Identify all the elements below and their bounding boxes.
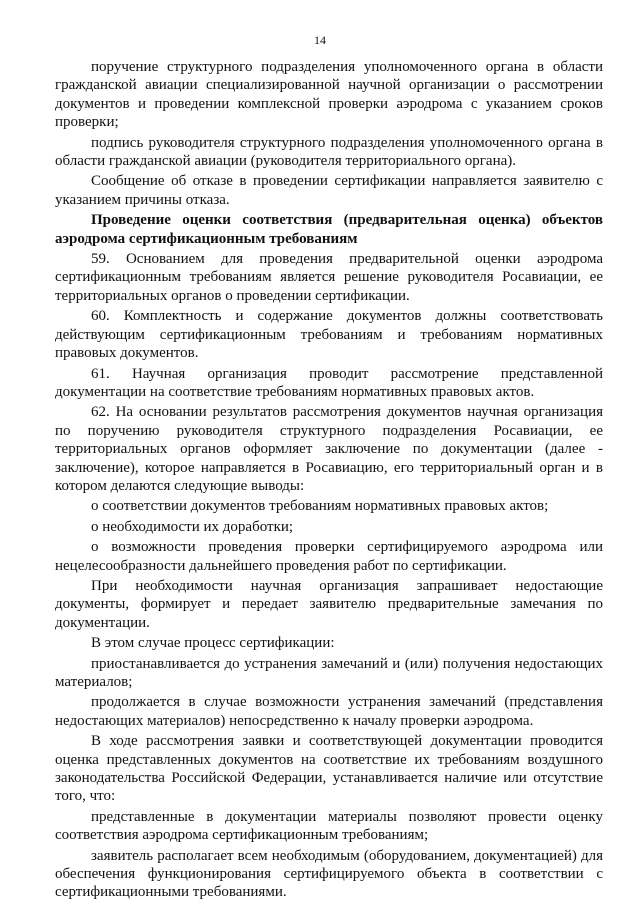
paragraph: 61. Научная организация проводит рассмотрение представленной документации на соответствие требованиям нормативных правовых актов. [55, 365, 603, 400]
list-item: о необходимости их доработки; [91, 518, 294, 535]
paragraph: подпись руководителя структурного подразделения уполномоченного органа в области гражданской авиации (руководителя территориального органа). [55, 134, 603, 170]
list-item: приостанавливается до устранения замечаний и (или) получения недостающих материалов; [55, 655, 603, 690]
list-item: представленные в документации материалы позволяют провести оценку соответствия аэродрома сертификационным требованиям; [55, 808, 603, 844]
list-item: продолжается в случае возможности устранения замечаний (представления недостающих материалов) непосредственно к началу проверки аэродрома. [55, 694, 603, 729]
page-number: 14 [314, 33, 326, 47]
list-item: заявитель располагает всем необходимым (оборудованием, документацией) для обеспечения функционирования сертифицируемого объекта в соответствии с сертификационными требованиями. [55, 847, 603, 901]
paragraph: В ходе рассмотрения заявки и соответствующей документации проводится оценка представленных документов на соответствие их требованиям воздушного законодательства Российской Федерации, устанавливается наличие или отсутствие того, что: [55, 733, 603, 805]
paragraph: 62. На основании результатов рассмотрения документов научная организация по поручению руководителя структурного подразделения Росавиации, ее территориальных органов оформляет заключение по документации (далее - заключение), которое направляется в Росавиацию, его территориальный орган и в котором делаются следующие выводы: [55, 404, 603, 494]
list-item: о соответствии документов требованиям нормативных правовых актов; [91, 498, 549, 515]
list-item: о возможности проведения проверки сертифицируемого аэродрома или нецелесообразности дальнейшего проведения работ по сертификации. [55, 539, 603, 574]
section-heading: Проведение оценки соответствия (предварительная оценка) объектов аэродрома сертификационным требованиям [55, 212, 603, 247]
document-body [55, 58, 603, 904]
paragraph: поручение структурного подразделения уполномоченного органа в области гражданской авиации специализированной научной организации о рассмотрении документов и проведении комплексной проверки аэродрома с указанием сроков проверки; [55, 59, 603, 131]
paragraph: 59. Основанием для проведения предварительной оценки аэродрома сертификационным требованиям является решение руководителя Росавиации, ее территориальных органов о проведении сертификации. [55, 251, 603, 304]
paragraph: При необходимости научная организация запрашивает недостающие документы, формирует и передает заявителю предварительные замечания по документации. [55, 577, 603, 631]
paragraph: 60. Комплектность и содержание документов должны соответствовать действующим сертификационным требованиям и требованиям нормативных правовых документов. [55, 308, 603, 362]
paragraph: В этом случае процесс сертификации: [91, 635, 335, 652]
paragraph: Сообщение об отказе в проведении сертификации направляется заявителю с указанием причины отказа. [55, 173, 603, 208]
